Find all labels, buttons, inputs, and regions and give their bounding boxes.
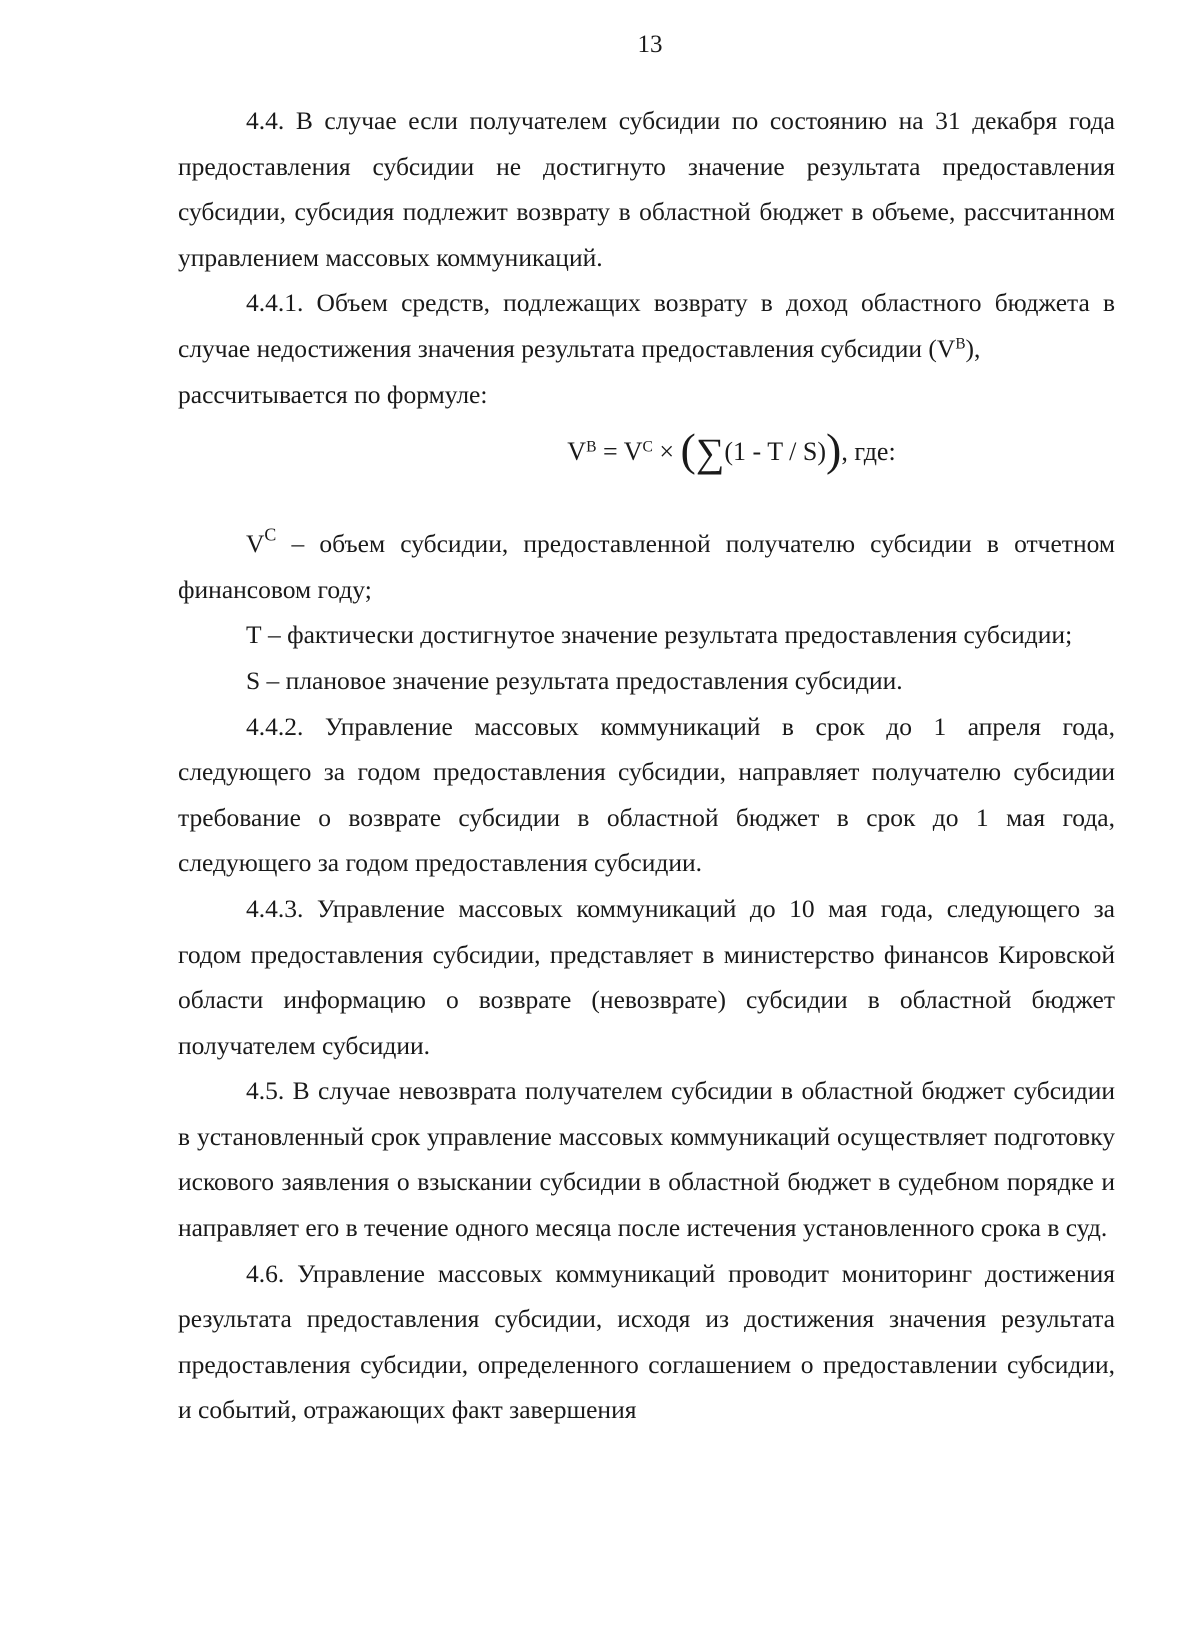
definition-vc — [178, 521, 1115, 612]
formula-inner: (1 - T / S) — [724, 437, 826, 467]
paragraph-4-4: 4.4. В случае если получателем субсидии по состоянию на 31 декабря года предоставления субсидии не достигнуто значение результата предоставления субсидии, субсидия подлежит возврату в областной бюджет в объеме, рассчитанном управлением массовых коммуникаций. — [178, 106, 1115, 272]
formula — [178, 417, 1115, 501]
paragraph-4-4-1-text: 4.4.1. Объем средств, подлежащих возврату в доход областного бюджета в случае недостижения значения результата предоставления субсидии (V — [178, 288, 1115, 363]
formula-sigma: ∑ — [695, 430, 725, 476]
definition-vc-text: – объем субсидии, предоставленной получателю субсидии в отчетном финансовом году; — [178, 529, 1115, 604]
formula-lhs: V — [567, 437, 587, 467]
formula-equals: = — [596, 437, 624, 467]
formula-suffix: , где: — [841, 437, 896, 467]
spacer — [178, 501, 1115, 521]
formula-rhs: V — [623, 437, 643, 467]
paragraph-4-4-1-tail: рассчитывается по формуле: — [178, 379, 488, 409]
document-body — [178, 98, 1115, 1433]
paragraph-4-6: 4.6. Управление массовых коммуникаций проводит мониторинг достижения результата предоставления субсидии, исходя из достижения значения результата предоставления субсидии, определенного соглашением о предоставлении субсидии, и событий, отражающих факт завершения — [178, 1258, 1115, 1425]
definition-t: Т – фактически достигнутое значение результата предоставления субсидии; — [246, 620, 1073, 650]
definition-s: S – плановое значение результата предоставления субсидии. — [246, 665, 903, 695]
paragraph-4-4-1 — [178, 280, 1115, 371]
paragraph-4-5: 4.5. В случае невозврата получателем субсидии в областной бюджет субсидии в установленный срок управление массовых коммуникаций осуществляет подготовку искового заявления о взыскании субсидии в областной бюджет в судебном порядке и направляет его в течение одного месяца после истечения установленного срока в суд. — [178, 1076, 1115, 1243]
paragraph-4-4-2: 4.4.2. Управление массовых коммуникаций в срок до 1 апреля года, следующего за годом предоставления субсидии, направляет получателю субсидии требование о возврате субсидии в областной бюджет в срок до 1 мая года, следующего за годом предоставления субсидии. — [178, 711, 1115, 878]
formula-rhs-sup: C — [642, 438, 653, 456]
paragraph-4-4-1-end: ), — [965, 333, 981, 363]
paragraph-4-4-3: 4.4.3. Управление массовых коммуникаций до 10 мая года, следующего за годом предоставления субсидии, представляет в министерство финансов Кировской области информацию о возврате (невозврате) субсидии в областной бюджет получателем субсидии. — [178, 893, 1115, 1060]
formula-close-paren: ) — [826, 424, 842, 476]
superscript-b: B — [955, 335, 966, 353]
formula-times: × — [652, 437, 681, 467]
definition-vc-sup: C — [264, 524, 277, 545]
formula-lhs-sup: B — [586, 438, 597, 456]
formula-open-paren: ( — [680, 424, 696, 476]
page-number: 13 — [637, 31, 663, 58]
definition-vc-symbol: V — [246, 529, 265, 559]
